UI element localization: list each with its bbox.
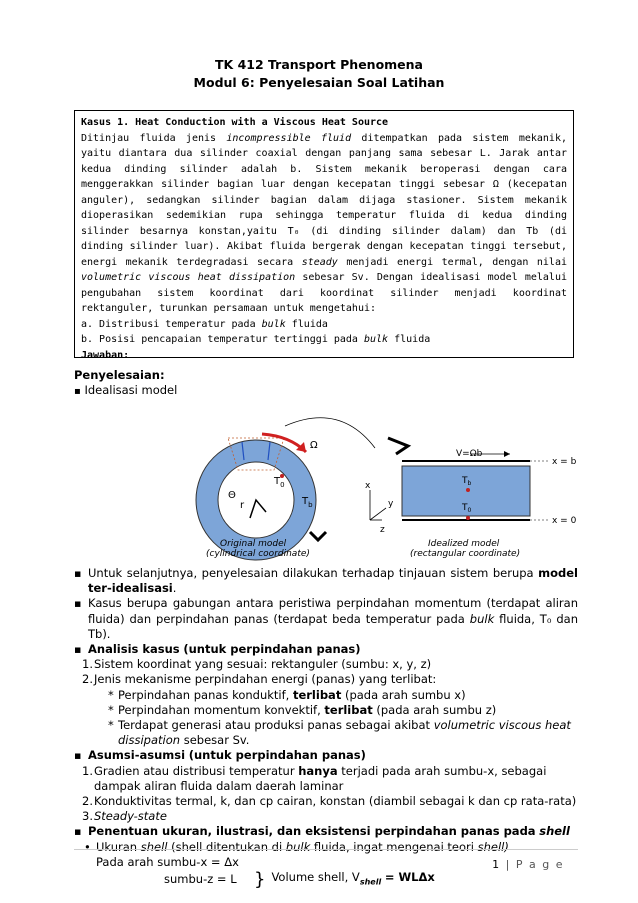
mechanism-3: * Terdapat generasi atau produksi panas sebagai akibat volumetric viscous heat dissipation sebesar Sv.	[108, 718, 571, 748]
assumption-3: 3. Steady-state	[82, 809, 167, 824]
axis-z-label: z	[380, 525, 385, 535]
problem-title: Kasus 1. Heat Conduction with a Viscous Heat Source	[81, 117, 389, 128]
r-label: r	[240, 500, 245, 511]
bullet-case: ▪ Kasus berupa gabungan antara peristiwa perpindahan momentum (terdapat aliran fluida) dan perpindahan panas (terdapat beda temperatur pada bulk fluida, T₀ dan Tb).	[74, 596, 578, 642]
y-axis	[370, 508, 386, 520]
mechanism-2: * Perpindahan momentum konvektif, terlibat (pada arah sumbu z)	[108, 702, 497, 717]
mechanism-1: * Perpindahan panas konduktif, terlibat (pada arah sumbu x)	[108, 687, 466, 702]
document-header	[0, 56, 638, 92]
omega-label: Ω	[310, 440, 318, 451]
velocity-arrowhead	[504, 451, 510, 457]
shell-size-x: Pada arah sumbu-x = Δx	[96, 854, 239, 869]
problem-text: Ditinjau fluida jenis incompressible fluid ditempatkan pada sistem mekanik, yaitu diantara dua silinder coaxial dengan panjang sama sebesar L. Jarak antar kedua dinding silinder adalah b. Sistem mekanik beroperasi dengan cara menggerakkan silinder bagian luar dengan kecepatan tinggi sebesar Ω (kecepatan anguler), sedangkan silinder bagian dalam dijaga stasioner. Sistem mekanik dioperasikan sedemikian rupa sehingga temperatur fluida di kedua dinding silinder besarnya konstan,yaitu T₀ (di dinding silinder dalam) dan Tb (di dinding silinder luar). Akibat fluida bergerak dengan kecepatan tinggi tersebut, energi mekanik terdegradasi secara steady menjadi energi termal, dengan nilai volumetric viscous heat dissipation sebesar Sv. Dengan idealisasi model melalui pengubahan sistem koordinat dari koordinat silinder menjadi koordinat rektanguler, turunkan persamaan untuk mengetahui:	[81, 132, 567, 314]
question-a: a. Distribusi temperatur pada bulk fluida	[81, 318, 328, 330]
t0-label: $T_0$	[274, 476, 285, 489]
course-title: TK 412 Transport Phenomena	[215, 57, 423, 72]
bullet-idealized: ▪ Untuk selanjutnya, penyelesaian dilakukan terhadap tinjauan sistem berupa model ter-idealisasi.	[74, 566, 578, 596]
shell-size-z-row: sumbu-z = L } Volume shell, $V_{shell} = WL\Delta x$	[164, 869, 435, 891]
tb-label: $T_b$	[302, 496, 313, 509]
assumption-2: 2. Konduktivitas termal, k, dan cp cairan, konstan (diambil sebagai k dan cp rata-rata)	[82, 794, 577, 809]
page-number: 1 | P a g e	[492, 858, 564, 871]
original-model-label: Original model	[220, 539, 287, 549]
problem-box	[74, 110, 574, 358]
t0-slab-label: $T_0$	[462, 503, 472, 514]
solution-heading: Penyelesaian:	[74, 368, 165, 382]
idealized-model-label: Idealized model	[428, 539, 500, 549]
model-diagram	[170, 408, 620, 578]
idealized-model-sub: (rectangular coordinate)	[410, 549, 521, 559]
shell-volume: Volume shell, $V_{shell} = WL\Delta x$	[271, 870, 435, 887]
original-model-sub: (cylindrical coordinate)	[206, 549, 310, 559]
axis-x-label: x	[365, 481, 371, 491]
motion-arrow-bottom	[310, 532, 326, 540]
transform-arrow	[285, 418, 375, 448]
tb-point	[466, 488, 470, 492]
theta-label: Θ	[228, 490, 236, 501]
idealization-item: ▪ Idealisasi model	[74, 383, 178, 397]
solution-list	[74, 566, 578, 890]
analysis-item-1: 1. Sistem koordinat yang sesuai: rektanguler (sumbu: x, y, z)	[82, 657, 432, 672]
question-b: b. Posisi pencapaian temperatur tertinggi pada bulk fluida	[81, 334, 431, 345]
module-title: Modul 6: Penyelesaian Soal Latihan	[193, 75, 445, 90]
t0-slab-point	[466, 516, 470, 520]
analysis-item-2: 2. Jenis mekanisme perpindahan energi (panas) yang terlibat:	[82, 672, 437, 687]
footer-divider	[74, 849, 578, 850]
t0-point	[280, 474, 284, 478]
bullet-shell: ▪ Penentuan ukuran, ilustrasi, dan eksistensi perpindahan panas pada shell	[74, 824, 578, 839]
shell-size-item: • Ukuran shell (shell ditentukan di bulk fluida, ingat mengenai teori shell)	[74, 840, 578, 855]
tb-slab-label: $T_b$	[462, 476, 472, 487]
assumption-1: 1. Gradien atau distribusi temperatur hanya terjadi pada arah sumbu-x, sebagai dampak aliran fluida dalam daerah laminar	[82, 763, 547, 793]
answer-label: Jawaban:	[81, 349, 130, 358]
xb-label: x = b	[552, 457, 577, 467]
x0-label: x = 0	[552, 516, 577, 526]
velocity-label: V=Ωb	[456, 449, 483, 459]
axis-y-label: y	[388, 499, 394, 509]
motion-arrow-top	[388, 438, 408, 454]
bullet-analysis: ▪ Analisis kasus (untuk perpindahan panas)	[74, 642, 578, 657]
bullet-assumptions: ▪ Asumsi-asumsi (untuk perpindahan panas)	[74, 748, 578, 763]
